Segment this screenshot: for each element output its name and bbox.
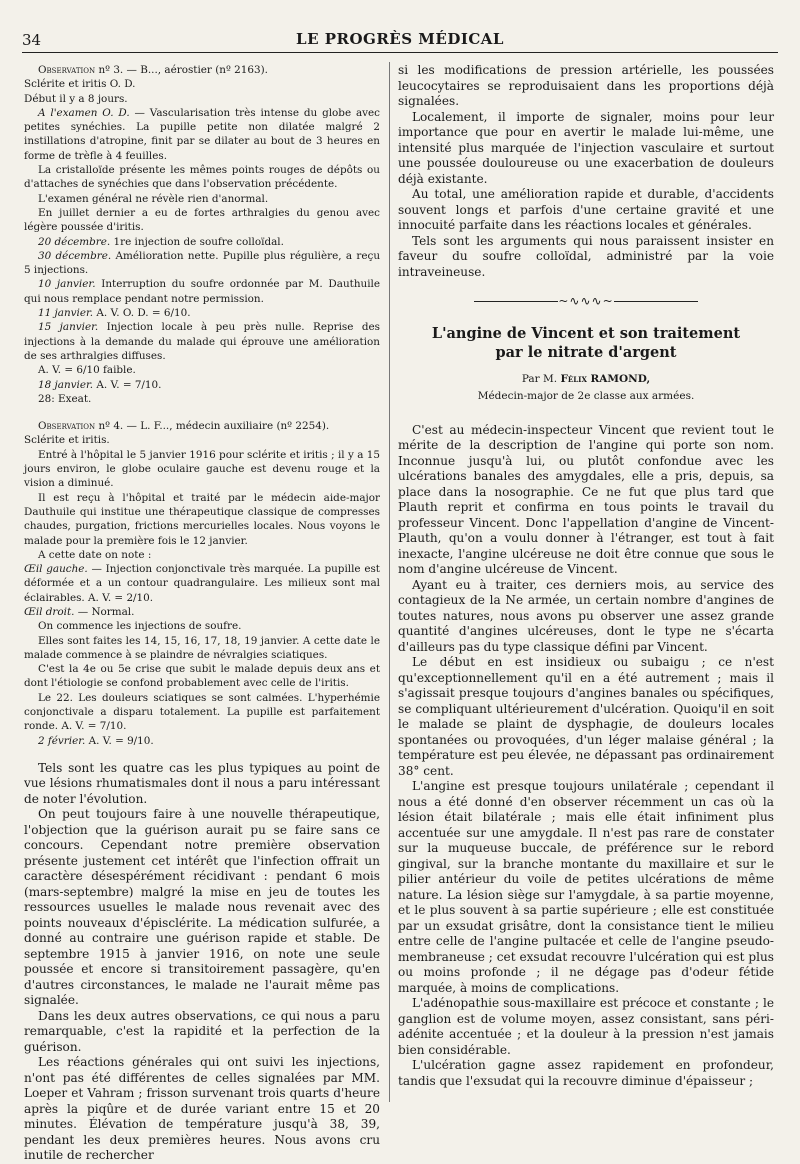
discussion: [24, 761, 380, 1164]
dated-entry: 30 décembre. Amélioration nette. Pupille plus régulière, a reçu 5 injections.: [24, 249, 381, 277]
dated-entry: A. V. = 6/10 faible.: [38, 364, 136, 377]
paragraph: A l'examen O. D. — Vascularisation très intense du globe avec petites synéchies. La pupille petite non dilatée malgré 2 instillations d'atropine, finit par se dilater au bout de 3 heures en forme de trèfle à 4 feuilles.: [24, 106, 380, 162]
paragraph: Il est reçu à l'hôpital et traité par le médecin aide-major Dauthuile qui institue une thérapeutique classique de compresses chaudes, purgation, frictions mercurielles locales. Nous voyons le malade pour la première fois le 12 janvier.: [24, 491, 380, 547]
dated-entry: 20 décembre. 1re injection de soufre colloïdal.: [38, 235, 284, 248]
paragraph: si les modifications de pression artérielle, les poussées leucocytaires se reproduisaient dans les proportions déjà signalées.: [398, 63, 774, 108]
diagnosis: Sclérite et iritis.: [24, 434, 110, 447]
paragraph: Les réactions générales qui ont suivi les injections, n'ont pas été différentes de celles signalées par MM. Loeper et Vahram ; frisson survenant trois quarts d'heure après la piqûre et de durée variant entre 15 et 20 minutes. Élévation de température jusqu'à 38, 39, pendant les deux premières heures. Nous avons cru inutile de rechercher: [24, 1055, 380, 1163]
dated-entry: 18 janvier. A. V. = 7/10.: [38, 378, 162, 391]
header-rule: [22, 52, 778, 53]
paragraph: Au total, une amélioration rapide et durable, d'accidents souvent longs et parfois d'une certaine gravité et une innocuité parfaite dans les réactions locales et générales.: [398, 187, 774, 232]
paragraph: Elles sont faites les 14, 15, 16, 17, 18, 19 janvier. A cette date le malade commence à se plaindre de névralgies sciatiques.: [24, 634, 380, 661]
paragraph: En juillet dernier a eu de fortes arthralgies du genou avec légère poussée d'iritis.: [24, 206, 380, 234]
left-column: [24, 63, 380, 1164]
page-number: 34: [22, 31, 42, 49]
paragraph: Le début en est insidieux ou subaigu ; ce n'est qu'exceptionnellement qu'il en a été autrement ; mais il s'agissait presque toujours d'angines banales ou spécifiques, se compliquant ultérieurement d'ulcération. Quoiqu'il en soit le malade se plaint de dysphagie, de douleurs locales spontanées ou provoquées, d'un léger malaise général ; la température est peu élevée, ne dépassant pas ordinairement 38° cent.: [398, 655, 774, 778]
observation-4: [24, 419, 380, 748]
paragraph: C'est la 4e ou 5e crise que subit le malade depuis deux ans et dont l'étiologie se confond probablement avec celle de l'iritis.: [24, 663, 380, 690]
paragraph: C'est au médecin-inspecteur Vincent que revient tout le mérite de la description de l'angine qui porte son nom. Inconnue jusqu'à lui, ou plutôt confondue avec les ulcérations banales des amygdales, elle a pris, depuis, sa place dans la nosographie. Ce ne fut que plus tard que Plauth reprit et confirma en tous points le travail du professeur Vincent. Donc l'appellation d'angine de Vincent-Plauth, qu'on a voulu donner à l'étranger, est tout à fait inexacte, l'angine ulcéreuse ne doit être connue que sous le nom d'angine ulcéreuse de Vincent.: [398, 422, 774, 576]
paragraph: Tels sont les arguments qui nous paraissent insister en faveur du soufre colloïdal, administré par la voie intraveineuse.: [398, 233, 774, 279]
section-ornament: ~∿∿∿~: [398, 294, 774, 310]
article-author: Par M. Félix RAMOND,: [521, 372, 651, 385]
paragraph: L'examen général ne révèle rien d'anormal.: [38, 192, 269, 205]
paragraph: Localement, il importe de signaler, moins pour leur importance que pour en avertir le malade lui-même, une intensité plus marquée de l'injection vasculaire et surtout une poussée douloureuse ou une exacerbation de douleurs déjà existante.: [398, 109, 774, 186]
paragraph: L'adénopathie sous-maxillaire est précoce et constante ; le ganglion est de volume moyen, assez consistant, sans péri-adénite accentuée ; et la douleur à la pression n'est jamais bien considérable.: [398, 996, 774, 1057]
paragraph: L'angine est presque toujours unilatérale ; cependant il nous a été donné d'en observer récemment un cas où la lésion était bilatérale ; mais elle était infiniment plus accentuée sur une amygdale. Il n'est pas rare de constater sur la muqueuse buccale, de préférence sur le rebord gingival, sur la branche montante du maxillaire et sur le pilier antérieur du voile de petites ulcérations de même nature. La lésion siège sur l'amygdale, à sa partie moyenne, et le plus souvent à sa partie supérieure ; elle est constituée par un exsudat grisâtre, dont la consistance tient le milieu entre celle de l'angine pultacée et celle de l'angine pseudo-membraneuse ; cet exsudat recouvre l'ulcération qui est plus ou moins profonde ; il ne dégage pas d'odeur fétide marquée, à moins de complications.: [398, 779, 774, 995]
observation-3: [24, 63, 380, 406]
paragraph: Dans les deux autres observations, ce qui nous a paru remarquable, c'est la rapidité et la perfection de la guérison.: [24, 1008, 380, 1054]
paragraph: L'ulcération gagne assez rapidement en profondeur, tandis que l'exsudat qui la recouvre diminue d'épaisseur ;: [398, 1058, 774, 1088]
dated-entry: 10 janvier. Interruption du soufre ordonnée par M. Dauthuile qui nous remplace pendant notre permission.: [24, 278, 380, 305]
paragraph: Ayant eu à traiter, ces derniers mois, au service des contagieux de la Ne armée, un certain nombre d'angines de toutes natures, nous avons pu observer une assez grande quantité d'angines ulcéreuses, dont le type ne s'écarta d'ailleurs pas du type classique défini par Vincent.: [398, 577, 774, 654]
paragraph: On peut toujours faire à une nouvelle thérapeutique, l'objection que la guérison aurait pu se faire sans ce concours. Cependant notre première observation présente justement cet intérêt que l'infection offrait un caractère désespérément récidivant : pendant 6 mois (mars-septembre) malgré la mise en jeu de toutes les ressources usuelles le malade nous revenait avec des points nouveaux d'épisclérite. La médication sulfurée, a donné au contraire une guérison rapide et stable. De septembre 1915 à janvier 1916, on note une seule poussée et encore si transitoirement passagère, qu'en d'autres circonstances, le malade ne l'aurait même pas signalée.: [24, 807, 380, 1008]
journal-title: LE PROGRÈS MÉDICAL: [296, 30, 504, 48]
article-vincent-angina: [398, 324, 774, 1090]
paragraph: Tels sont les quatre cas les plus typiques au point de vue lésions rhumatismales dont il nous a paru intéressant de noter l'évolution.: [24, 760, 380, 806]
author-affiliation: Médecin-major de 2e classe aux armées.: [477, 390, 695, 402]
paragraph: Début il y a 8 jours.: [24, 92, 128, 105]
paragraph: Œil droit. — Normal.: [24, 605, 135, 618]
paragraph: Œil gauche. — Injection conjonctivale très marquée. La pupille est déformée et a un contour quadrangulaire. Les milieux sont mal éclairables. A. V. = 2/10.: [24, 563, 380, 604]
paragraph: On commence les injections de soufre.: [38, 620, 242, 633]
dated-entry: 11 janvier. A. V. O. D. = 6/10.: [38, 307, 191, 320]
dated-entry: 2 février. A. V. = 9/10.: [38, 734, 154, 747]
column-divider: [389, 62, 390, 1102]
observation-heading: Observation nº 4. — L. F..., médecin auxiliaire (nº 2254).: [38, 420, 330, 433]
paragraph: Le 22. Les douleurs sciatiques se sont calmées. L'hyperhémie conjonctivale a disparu totalement. La pupille est parfaitement ronde. A. V. = 7/10.: [24, 691, 380, 733]
paragraph: Entré à l'hôpital le 5 janvier 1916 pour sclérite et iritis ; il y a 15 jours environ, le globe oculaire gauche est devenu rouge et la vision a diminué.: [24, 448, 380, 490]
diagnosis: Sclérite et iritis O. D.: [24, 78, 136, 91]
paragraph: A cette date on note :: [38, 548, 152, 561]
dated-entry: 15 janvier. Injection locale à peu près nulle. Reprise des injections à la demande du malade qui éprouve une amélioration de ses arthralgies diffuses.: [24, 321, 380, 362]
right-column: [398, 63, 774, 1089]
dated-entry: 28: Exeat.: [38, 392, 92, 405]
paragraph: La cristalloïde présente les mêmes points rouges de dépôts ou d'attaches de synéchies que dans l'observation précédente.: [24, 164, 380, 191]
article-title: L'angine de Vincent et son traitement par le nitrate d'argent: [431, 324, 741, 361]
observation-heading: Observation nº 3. — B..., aérostier (nº 2163).: [38, 64, 268, 76]
